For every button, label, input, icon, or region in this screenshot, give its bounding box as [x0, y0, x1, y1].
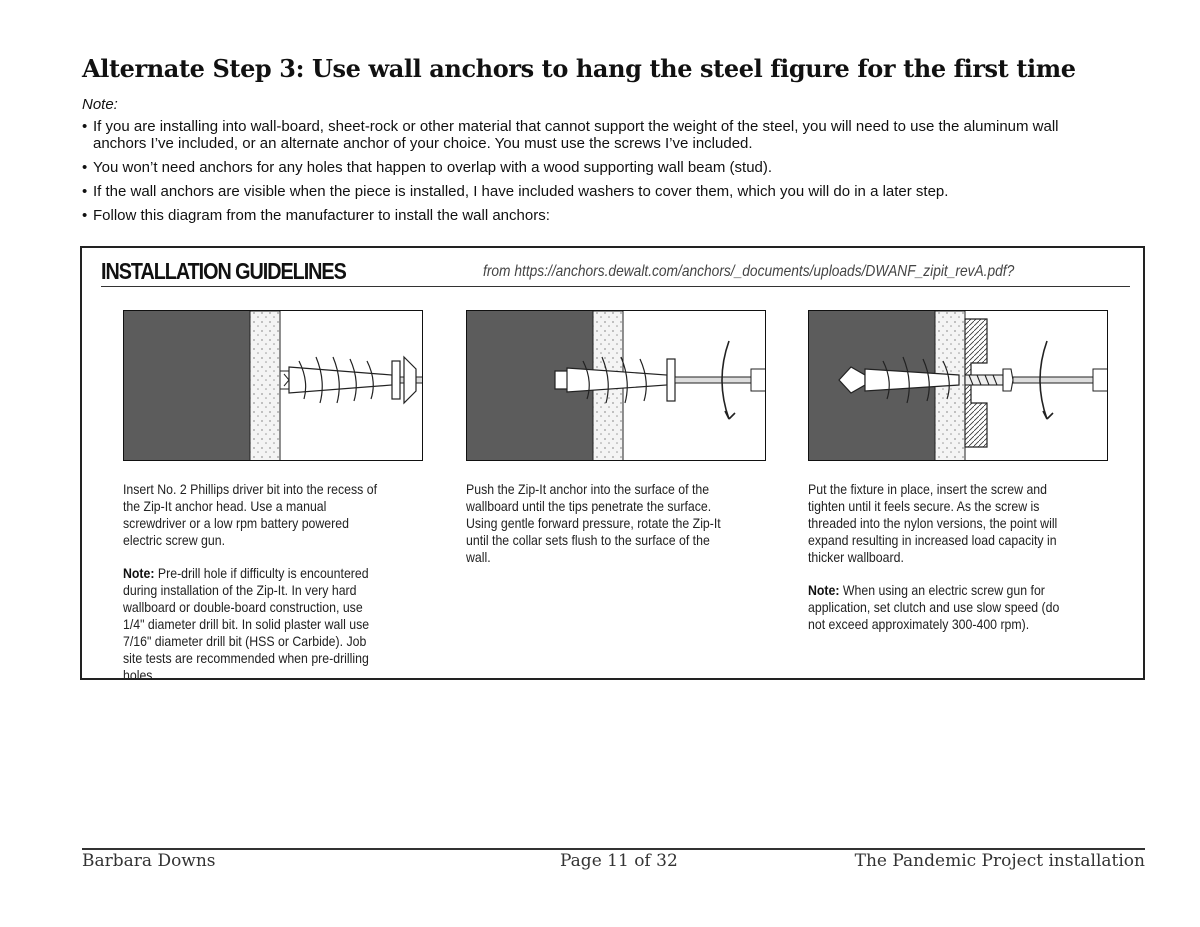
bullet-item: • If you are installing into wall-board, sheet-rock or other material that cannot support the weight of the steel, you will need to use the aluminum wall anchors I’ve included, or an alternate anchor of your choice. You must use the screws I’ve included.	[82, 118, 1092, 152]
note-label: Note:	[808, 582, 840, 598]
bullet-item: • If the wall anchors are visible when the piece is installed, I have included washers to cover them, which you will do in a later step.	[82, 183, 1092, 200]
screwdriver	[675, 341, 766, 419]
footer-author: Barbara Downs	[82, 851, 216, 871]
zip-it-anchor	[289, 357, 416, 403]
step-1-text: Insert No. 2 Phillips driver bit into the recess of the Zip-It anchor head. Use a manual screwdriver or a low rpm battery powered electric screw gun.	[123, 481, 378, 548]
guide-heading: INSTALLATION GUIDELINES	[101, 258, 346, 284]
step-3-text: Put the fixture in place, insert the screw and tighten until it feels secure. As the screw is threaded into the nylon versions, the point will expand resulting in increased load capacity in thicker wallboard.	[808, 481, 1058, 565]
note-text: When using an electric screw gun for application, set clutch and use slow speed (do not exceed approximately 300-400 rpm).	[808, 582, 1060, 632]
footer-project: The Pandemic Project installation	[854, 851, 1145, 871]
guide-divider	[101, 286, 1130, 287]
step-1-illustration	[123, 310, 423, 461]
step-3-note	[808, 582, 1072, 633]
wall-cavity	[124, 311, 250, 461]
note-label: Note:	[123, 565, 155, 581]
wallboard	[250, 311, 280, 461]
step-2-illustration	[466, 310, 766, 461]
note-label: Note:	[82, 96, 118, 113]
step-1-note	[123, 565, 387, 684]
installation-guidelines-box	[80, 246, 1145, 683]
page-title: Alternate Step 3: Use wall anchors to hang the steel figure for the first time	[82, 54, 1076, 83]
footer-page-number: Page 11 of 32	[560, 851, 678, 871]
step-1-instructions	[123, 481, 387, 684]
screw	[965, 369, 1013, 391]
step-3-illustration	[808, 310, 1108, 461]
step-2-instructions	[466, 481, 730, 566]
footer-divider	[82, 848, 1145, 850]
guide-source: from https://anchors.dewalt.com/anchors/_documents/uploads/DWANF_zipit_revA.pdf?	[483, 263, 1015, 280]
bullet-item: • You won’t need anchors for any holes that happen to overlap with a wood supporting wall beam (stud).	[82, 159, 1092, 176]
bullet-item: • Follow this diagram from the manufacturer to install the wall anchors:	[82, 207, 1092, 224]
note-text: Pre-drill hole if difficulty is encountered during installation of the Zip-It. In very hard wallboard or double-board construction, use 1/4" diameter drill bit. In solid plaster wall use 7/16" diameter drill bit (HSS or Carbide). Job site tests are recommended when pre-drilling holes.	[123, 565, 370, 683]
step-2-text: Push the Zip-It anchor into the surface of the wallboard until the tips penetrate the surface. Using gentle forward pressure, rotate the Zip-It until the collar sets flush to the surface of the wall.	[466, 481, 721, 565]
note-bullet-list	[82, 118, 1092, 231]
screwdriver	[1013, 341, 1108, 419]
step-3-instructions	[808, 481, 1072, 633]
